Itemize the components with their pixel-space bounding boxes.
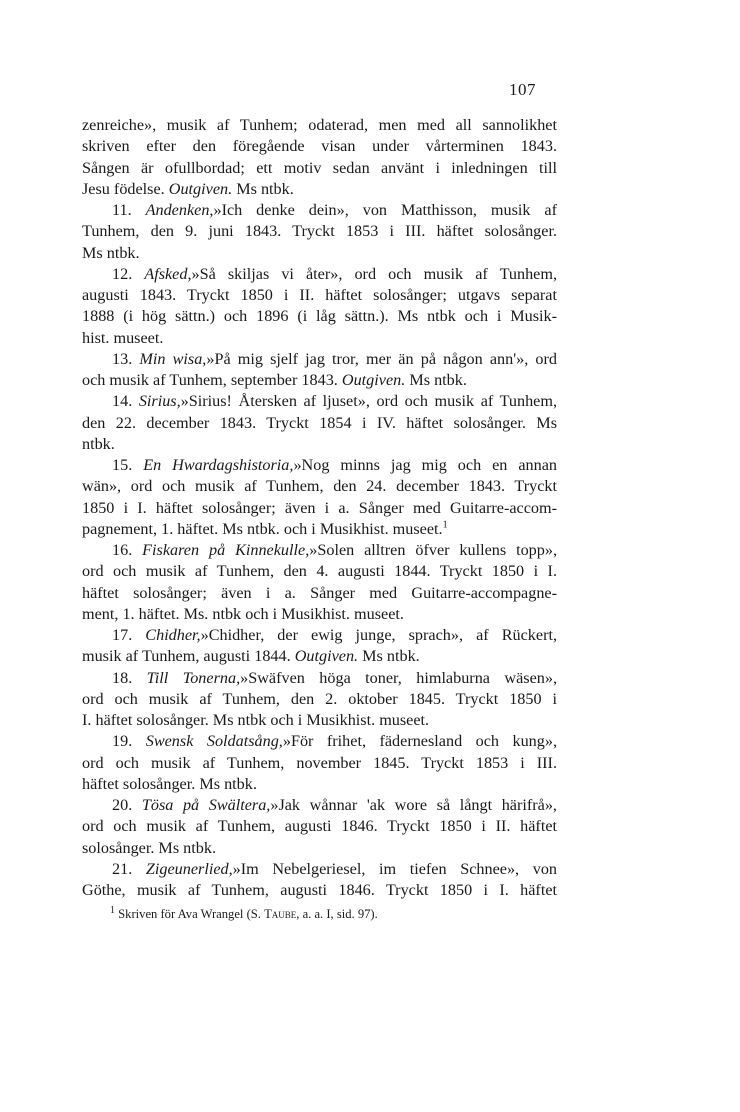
italic-title: Outgiven.: [294, 647, 359, 666]
text-line: [82, 880, 557, 901]
text-run: Tunhem, den 9. juni 1843. Tryckt 1853 i III. häftet solosånger.: [82, 222, 557, 241]
text-run: den 22. december 1843. Tryckt 1854 i IV. häftet solosånger. Ms: [82, 413, 557, 432]
italic-title: Chidher,: [145, 626, 201, 644]
text-line: [82, 540, 557, 561]
italic-title: Afsked,: [144, 264, 192, 283]
text-run: 17.: [112, 626, 146, 644]
text-run: 21.: [112, 859, 146, 878]
text-run: Ms ntbk.: [82, 243, 140, 262]
main-text: [82, 115, 557, 901]
text-run: »För frihet, fädernesland och kung»,: [282, 732, 558, 751]
text-run: 12.: [112, 264, 145, 283]
text-run: Ms ntbk.: [358, 647, 420, 666]
footnote-author: Taube: [264, 907, 297, 921]
footnote: [110, 906, 378, 922]
text-run: ntbk.: [82, 434, 115, 453]
text-line: [82, 816, 557, 837]
text-run: Ms ntbk.: [232, 179, 294, 198]
italic-title: Tösa på Swältera,: [141, 796, 271, 814]
text-line: [82, 838, 557, 859]
italic-title: Outgiven.: [168, 179, 233, 198]
text-run: »På mig sjelf jag tror, mer än på någon ann'», ord: [206, 349, 558, 368]
text-line: [82, 370, 557, 391]
text-line: [82, 476, 557, 497]
text-line: [82, 710, 557, 731]
text-line: [82, 561, 557, 582]
text-run: ord och musik af Tunhem, augusti 1846. Tryckt 1850 i II. häftet: [82, 817, 557, 836]
text-run: I. häftet solosånger. Ms ntbk och i Musikhist. museet.: [82, 711, 430, 729]
text-run: Sången är ofullbordad; ett motiv sedan använt i inledningen till: [82, 158, 557, 177]
text-line: [82, 306, 557, 327]
text-line: [82, 689, 557, 710]
text-run: »Chidher, der ewig junge, sprach», af Rückert,: [200, 626, 557, 644]
text-line: [82, 221, 557, 242]
text-run: »Så skiljas vi åter», ord och musik af Tunhem,: [191, 264, 557, 283]
text-line: [82, 583, 557, 604]
text-run: Jesu födelse.: [82, 179, 169, 198]
text-run: ord och musik af Tunhem, november 1845. Tryckt 1853 i III.: [82, 753, 557, 772]
text-line: [82, 349, 557, 370]
italic-title: Outgiven.: [341, 371, 406, 389]
text-run: 15.: [112, 456, 144, 474]
text-run: »Swäfven höga toner, himlaburna wäsen»,: [240, 668, 557, 687]
text-run: 18.: [112, 668, 147, 687]
text-line: [82, 136, 557, 157]
text-run: 1888 (i hög sättn.) och 1896 (i låg sättn.). Ms ntbk och i Musik-: [82, 307, 557, 326]
page-number: 107: [509, 80, 536, 99]
text-run: »Solen alltren öfver kullens topp»,: [309, 541, 557, 559]
text-run: augusti 1843. Tryckt 1850 i II. häftet solosånger; utgavs separat: [82, 286, 557, 304]
text-run: häftet solosånger; även i a. Sånger med Guitarre-accompagne-: [82, 583, 557, 602]
text-run: 19.: [112, 732, 146, 751]
text-run: »Im Nebelgeriesel, im tiefen Schnee», von: [232, 859, 558, 878]
text-line: [82, 391, 557, 412]
text-run: ord och musik af Tunhem, den 4. augusti 1844. Tryckt 1850 i I.: [82, 562, 557, 581]
text-run: 1850 i I. häftet solosånger; även i a. Sånger med Guitarre-accom-: [82, 498, 557, 517]
text-run: solosånger. Ms ntbk.: [82, 838, 216, 857]
italic-title: Min wisa,: [139, 349, 207, 368]
text-run: skriven efter den föregående visan under vårterminen 1843.: [82, 137, 557, 156]
text-line: [82, 115, 557, 136]
italic-title: En Hwardagshistoria,: [143, 456, 294, 474]
text-run: ord och musik af Tunhem, den 2. oktober 1845. Tryckt 1850 i: [82, 689, 557, 708]
text-line: [82, 604, 557, 625]
text-run: 11.: [112, 201, 146, 219]
text-run: 14.: [112, 392, 139, 411]
text-run: »Jak wånnar 'ak wore så långt härifrå»,: [270, 796, 557, 814]
text-line: [82, 646, 557, 667]
text-run: pagnement, 1. häftet. Ms ntbk. och i Musikhist. museet.: [82, 519, 443, 538]
footnote-text-before: Skriven för Ava Wrangel (S.: [118, 907, 265, 921]
italic-title: Andenken,: [145, 201, 214, 219]
text-run: wän», ord och musik af Tunhem, den 24. december 1843. Tryckt: [82, 477, 557, 496]
text-run: »Nog minns jag mig och en annan: [293, 456, 558, 474]
text-line: [82, 413, 557, 434]
text-line: [82, 200, 557, 221]
text-run: ment, 1. häftet. Ms. ntbk och i Musikhist. museet.: [82, 604, 404, 623]
text-line: [82, 434, 557, 455]
text-run: 20.: [112, 796, 142, 814]
text-line: [82, 158, 557, 179]
text-line: [82, 328, 557, 349]
italic-title: Swensk Soldatsång,: [145, 732, 283, 751]
text-line: [82, 668, 557, 689]
italic-title: Zigeunerlied,: [145, 859, 233, 878]
footnote-marker: 1: [110, 904, 115, 916]
text-line: [82, 264, 557, 285]
text-run: Ms ntbk.: [405, 371, 467, 389]
text-run: »Ich denke dein», von Matthisson, musik af: [213, 201, 558, 219]
text-line: [82, 455, 557, 476]
text-line: [82, 753, 557, 774]
text-run: »Sirius! Återsken af ljuset», ord och musik af Tunhem,: [180, 392, 557, 411]
text-run: Göthe, musik af Tunhem, augusti 1846. Tryckt 1850 i I. häftet: [82, 881, 557, 899]
text-run: häftet solosånger. Ms ntbk.: [82, 774, 257, 793]
text-run: 13.: [112, 349, 140, 368]
text-line: [82, 625, 557, 646]
text-line: [82, 519, 557, 540]
text-line: [82, 859, 557, 880]
text-run: 16.: [112, 541, 143, 559]
text-run: musik af Tunhem, augusti 1844.: [82, 647, 295, 666]
text-line: [82, 285, 557, 306]
footnote-text-after: , a. a. I, sid. 97).: [296, 907, 378, 921]
text-line: [82, 179, 557, 200]
italic-title: Sirius,: [138, 392, 181, 411]
text-line: [82, 498, 557, 519]
footnote-reference: 1: [442, 519, 448, 531]
text-run: hist. museet.: [82, 328, 164, 347]
text-run: och musik af Tunhem, september 1843.: [82, 371, 342, 389]
text-line: [82, 795, 557, 816]
text-line: [82, 731, 557, 752]
text-line: [82, 774, 557, 795]
italic-title: Till Tonerna,: [146, 668, 241, 687]
italic-title: Fiskaren på Kinnekulle,: [142, 541, 310, 559]
text-line: [82, 243, 557, 264]
text-run: zenreiche», musik af Tunhem; odaterad, men med all sannolikhet: [82, 116, 557, 134]
